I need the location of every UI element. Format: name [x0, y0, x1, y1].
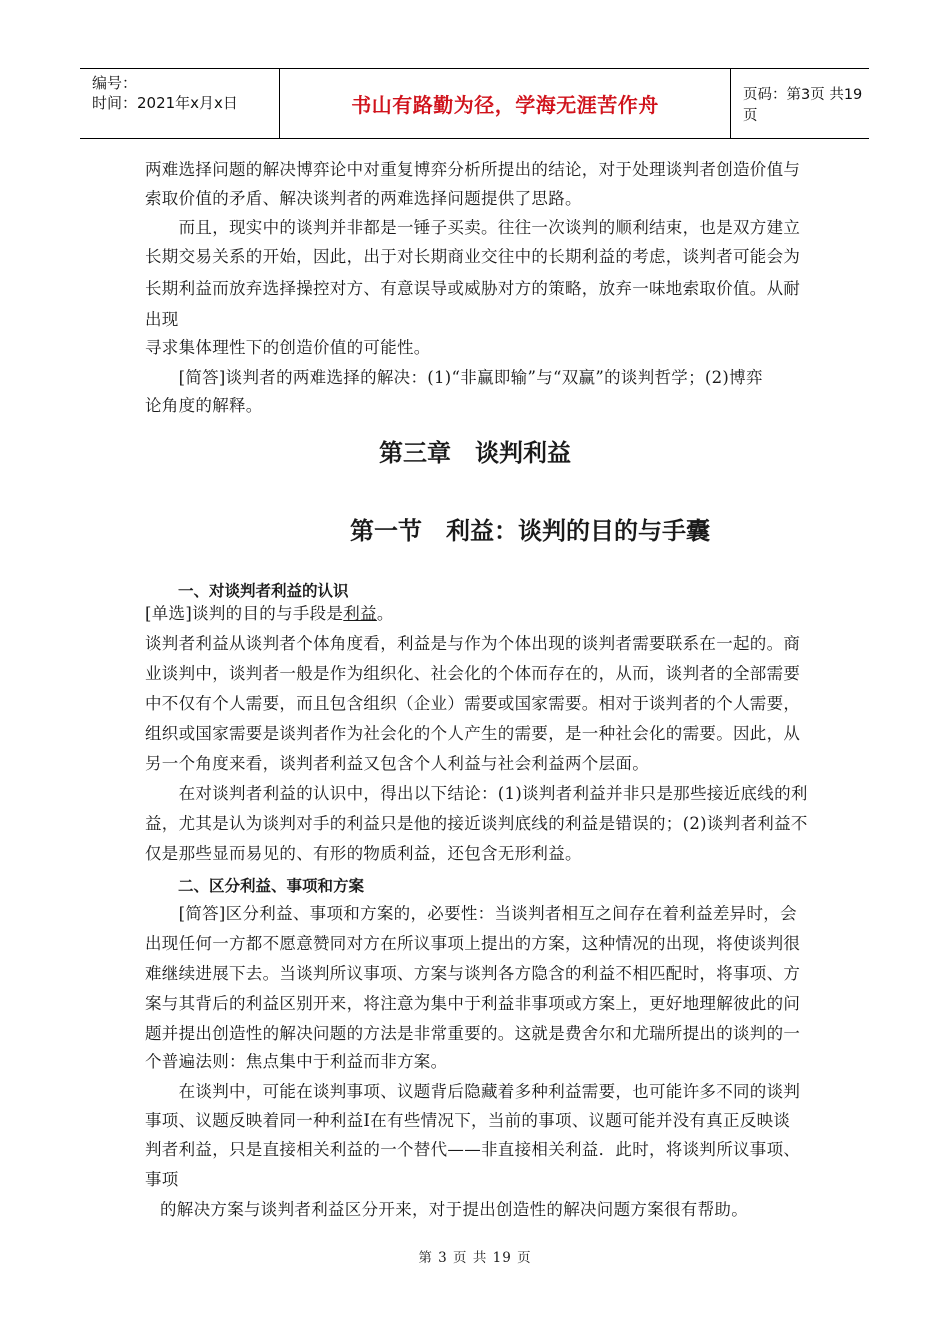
page-footer: 第 3 页 共 19 页	[418, 1250, 532, 1266]
chapter-title: 第三章 谈判利益	[379, 439, 571, 467]
body-line: 谈判者利益从谈判者个体角度看，利益是与作为个体出现的谈判者需要联系在一起的。商	[145, 634, 801, 653]
body-line: 两难选择问题的解决博弈论中对重复博弈分析所提出的结论，对于处理谈判者创造价值与	[145, 160, 801, 179]
header-table	[80, 68, 869, 139]
header-page-info: 页码：第3页 共19页	[743, 86, 863, 124]
section-title: 第一节 利益：谈判的目的与手囊	[350, 517, 710, 545]
body-line: 寻求集体理性下的创造价值的可能性。	[145, 338, 431, 357]
body-line: 长期交易关系的开始，因此，出于对长期商业交往中的长期利益的考虑，谈判者可能会为	[145, 247, 801, 266]
header-page-cell	[731, 69, 869, 138]
header-motto: 书山有路勤为径，学海无涯苦作舟	[351, 93, 659, 117]
body-line: 论角度的解释。	[145, 396, 263, 415]
body-line: 中不仅有个人需要，而且包含组织（企业）需要或国家需要。相对于谈判者的个人需要，	[145, 694, 801, 713]
body-line: 出现	[145, 310, 179, 329]
body-line: 另一个角度来看，谈判者利益又包含个人利益与社会利益两个层面。	[145, 754, 649, 773]
header-motto-cell	[280, 69, 731, 138]
document-number-label: 编号：	[92, 74, 138, 92]
body-line: 事项	[145, 1170, 179, 1189]
body-line: 在谈判中，可能在谈判事项、议题背后隐藏着多种利益需要，也可能许多不同的谈判	[145, 1082, 801, 1101]
single-choice-suffix: 。	[376, 604, 394, 623]
body-line: 的解决方案与谈判者利益区分开来，对于提出创造性的解决问题方案很有帮助。	[160, 1200, 748, 1219]
subheading: 二、区分利益、事项和方案	[178, 877, 365, 895]
body-line: 组织或国家需要是谈判者作为社会化的个人产生的需要，是一种社会化的需要。因此，从	[145, 724, 801, 743]
body-line: 而且，现实中的谈判并非都是一锤子买卖。往往一次谈判的顺利结束，也是双方建立	[145, 218, 801, 237]
body-line: 益，尤其是认为谈判对手的利益只是他的接近谈判底线的利益是错误的；(2)谈判者利益不	[145, 814, 808, 833]
body-line: 个普遍法则：焦点集中于利益而非方案。	[145, 1052, 448, 1071]
body-line: 事项、议题反映着同一种利益Ⅰ在有些情况下，当前的事项、议题可能并没有真正反映谈	[145, 1111, 791, 1130]
body-line: 在对谈判者利益的认识中，得出以下结论：(1)谈判者利益并非只是那些接近底线的利	[145, 784, 808, 803]
document-date-label: 时间：2021年x月x日	[92, 94, 238, 112]
single-choice-line	[145, 604, 394, 624]
body-line: 索取价值的矛盾、解决谈判者的两难选择问题提供了思路。	[145, 189, 582, 208]
header-left-cell	[80, 69, 280, 138]
body-line: [简答]区分利益、事项和方案的，必要性：当谈判者相互之间存在着利益差异时，会	[145, 904, 797, 923]
body-line: 判者利益，只是直接相关利益的一个替代——非直接相关利益．此时，将谈判所议事项、	[145, 1140, 801, 1159]
body-line: [简答]谈判者的两难选择的解决：(1)“非赢即输”与“双赢”的谈判哲学；(2)博弈	[145, 368, 763, 387]
body-line: 题并提出创造性的解决问题的方法是非常重要的。这就是费舍尔和尤瑞所提出的谈判的一	[145, 1024, 801, 1043]
body-line: 长期利益而放弃选择操控对方、有意误导或威胁对方的策略，放弃一味地索取价值。从耐	[145, 279, 801, 298]
body-line: 出现任何一方都不愿意赞同对方在所议事项上提出的方案，这种情况的出现，将使谈判很	[145, 934, 801, 953]
single-choice-prefix: [单选]谈判的目的与手段是	[145, 604, 344, 623]
body-line: 仅是那些显而易见的、有形的物质利益，还包含无形利益。	[145, 844, 582, 863]
subheading: 一、对谈判者利益的认识	[178, 582, 349, 600]
single-choice-answer: 利益	[343, 604, 377, 623]
body-line: 案与其背后的利益区别开来，将注意为集中于利益非事项或方案上，更好地理解彼此的问	[145, 994, 801, 1013]
body-line: 难继续进展下去。当谈判所议事项、方案与谈判各方隐含的利益不相匹配时，将事项、方	[145, 964, 801, 983]
body-line: 业谈判中，谈判者一般是作为组织化、社会化的个体而存在的，从而，谈判者的全部需要	[145, 664, 801, 683]
